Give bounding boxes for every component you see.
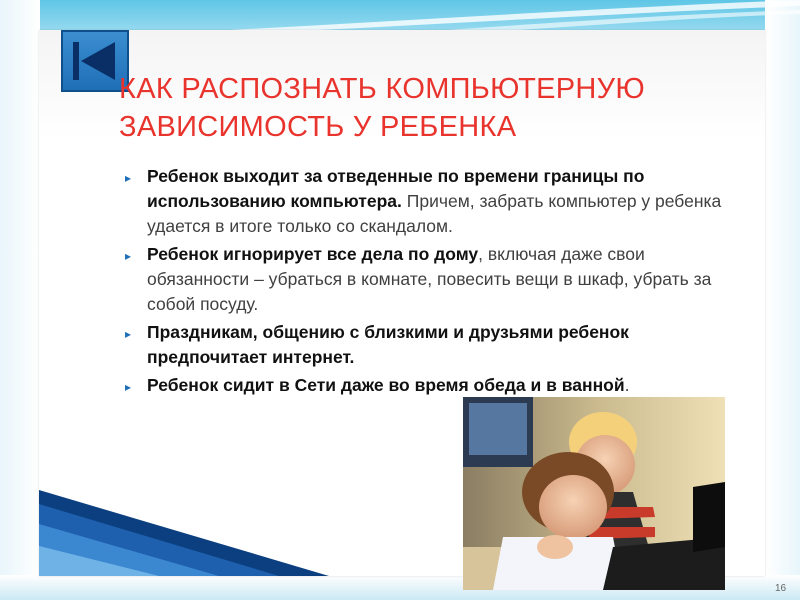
bullet-arrow-icon: ▸ (125, 380, 132, 394)
list-item (125, 320, 745, 370)
bullet-bold-text: Ребенок сидит в Сети даже во время обеда и в ванной (147, 375, 625, 395)
bullet-text: , включая даже свои обязанности – убраться в комнате, повесить вещи в шкаф, убрать за собой посуду. (147, 244, 712, 314)
bullet-bold-text: Ребенок игнорирует все дела по дому (147, 244, 479, 264)
bullet-text: Причем, забрать компьютер у ребенка удается в итоге только со скандалом. (147, 191, 722, 236)
title-line-1: КАК РАСПОЗНАТЬ КОМПЬЮТЕРНУЮ (119, 73, 645, 105)
slide-title (119, 70, 759, 146)
bullet-arrow-icon: ▸ (125, 171, 132, 185)
page-number: 16 (775, 583, 787, 594)
photo-children-at-computer (463, 397, 725, 590)
back-to-start-icon (71, 40, 119, 82)
bullet-text: . (624, 375, 630, 395)
bullet-bold-text: Ребенок выходит за отведенные по времени границы по использованию компьютера. (147, 166, 645, 211)
list-item (125, 164, 745, 239)
slide (39, 30, 787, 594)
list-item (125, 242, 745, 317)
bullet-arrow-icon: ▸ (125, 249, 132, 263)
bullet-arrow-icon: ▸ (125, 327, 132, 341)
bullet-bold-text: Праздникам, общению с близкими и друзьями ребенок предпочитает интернет. (147, 322, 629, 367)
background-left (0, 0, 40, 600)
list-item (125, 373, 745, 398)
title-line-2: ЗАВИСИМОСТЬ У РЕБЕНКА (119, 111, 517, 143)
background-right (765, 0, 800, 600)
bullet-list (125, 164, 745, 401)
